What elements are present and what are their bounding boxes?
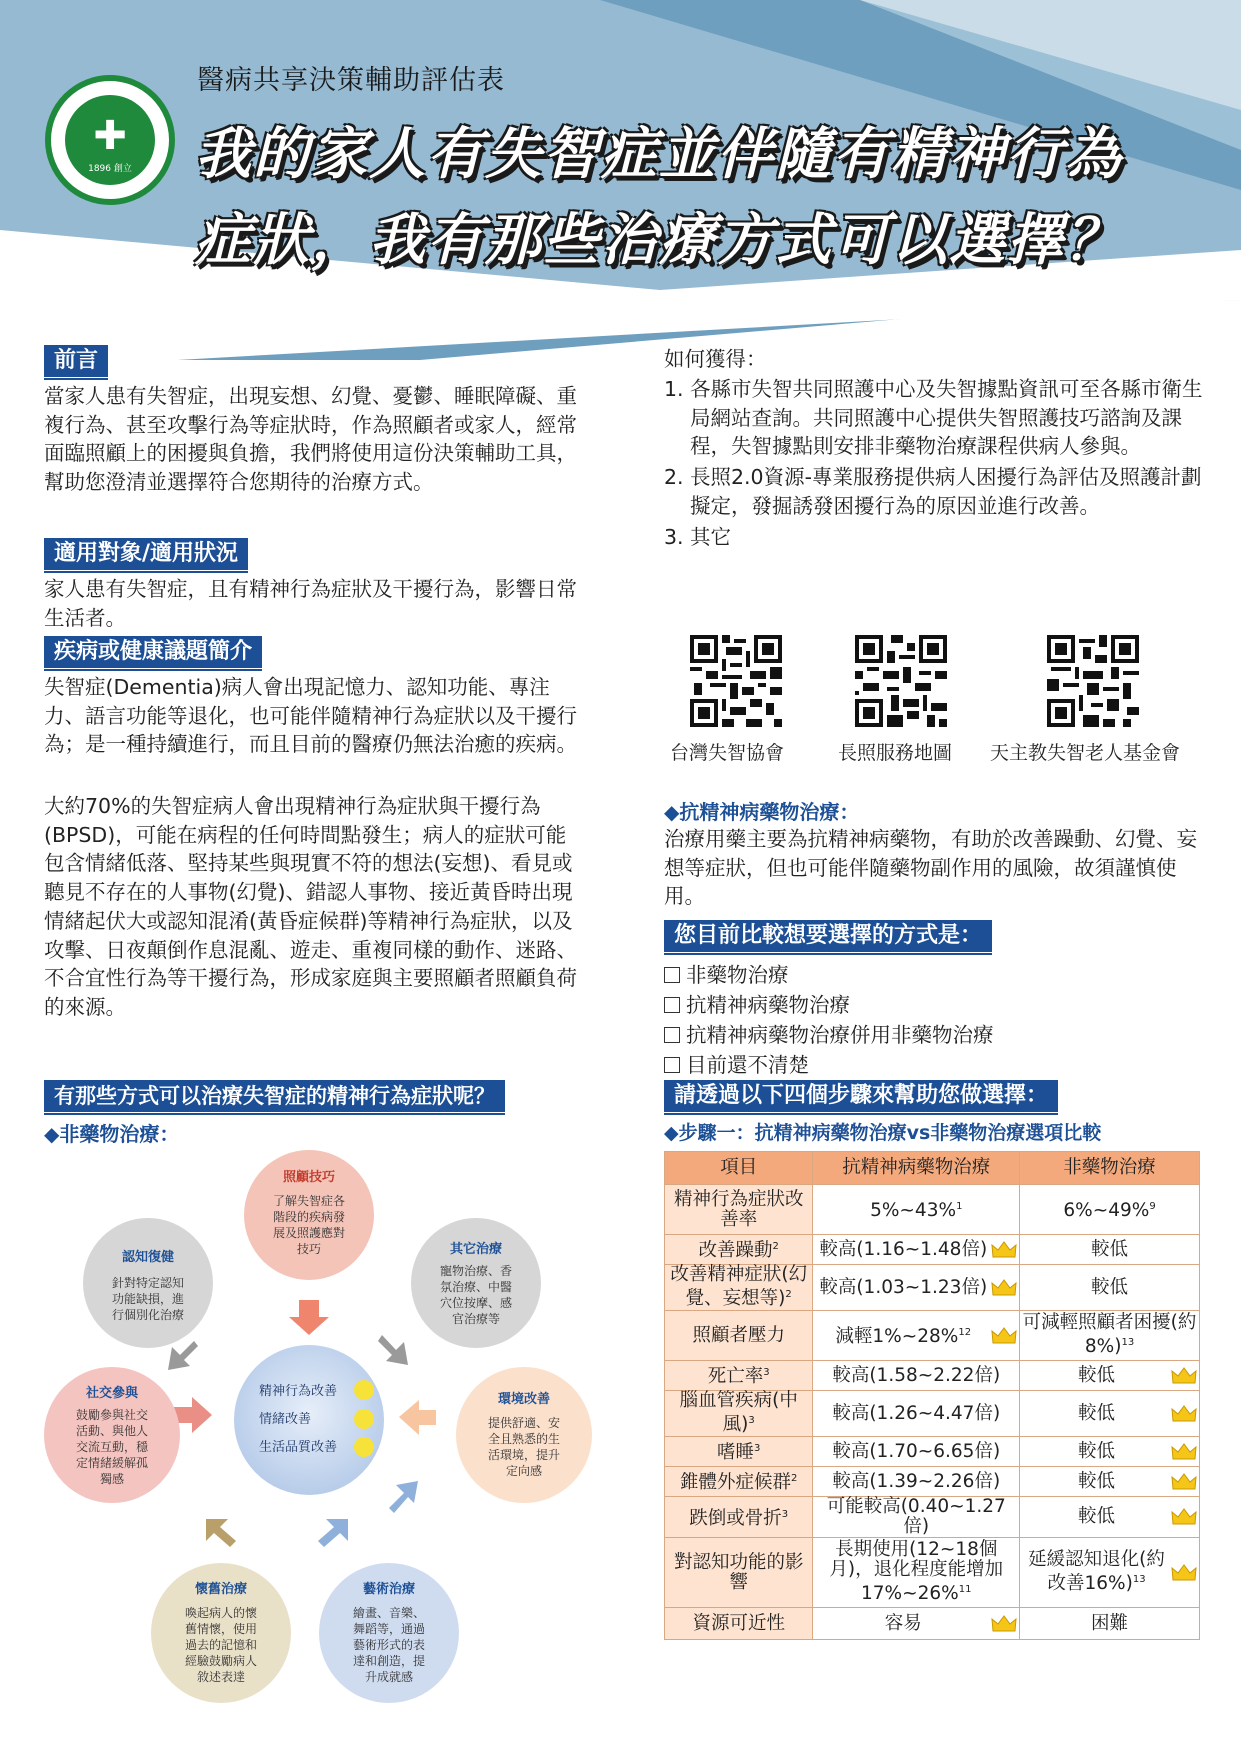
row-item: 對認知功能的影響 — [665, 1538, 813, 1608]
crown-icon — [1171, 1507, 1197, 1527]
row-nonpharm-value: 延緩認知退化(約改善16%)$^{13}$ — [1020, 1538, 1200, 1608]
crown-icon — [991, 1240, 1017, 1260]
row-nonpharm-value: 較低 — [1020, 1235, 1200, 1265]
resource-list — [664, 375, 1204, 551]
disease-text-2: 大約70%的失智症病人會出現精神行為症狀與干擾行為(BPSD)，可能在病程的任何時間點發生；病人的症狀可能包含情緒低落、堅持某些與現實不符的想法(妄想)、看見或聽見不存在的人事物(幻覺)、錯認人事物、接近黃昏時出現情緒起伏大或認知混淆(黃昏症候群)等精神行為症狀，以及攻擊、日夜顛倒作息混亂、遊走、重複同樣的動作、迷路、不合宜性行為等干擾行為，形成家庭與主要照顧者照顧負荷的來源。 — [44, 794, 577, 1019]
methods-heading: 有那些方式可以治療失智症的精神行為症狀呢？ — [44, 1080, 505, 1112]
arrow-upleft — [168, 1341, 198, 1370]
row-item: 資源可近性 — [665, 1608, 813, 1640]
row-nonpharm-value: 6%~49%$^9$ — [1020, 1185, 1200, 1235]
svg-text:活環境，提升: 活環境，提升 — [487, 1448, 561, 1462]
form-subtitle: 醫病共享決策輔助評估表 — [197, 65, 505, 96]
page-title-line2: 症狀，我有那些治療方式可以選擇？ — [195, 208, 1123, 273]
svg-text:全且熟悉的生: 全且熟悉的生 — [487, 1432, 561, 1446]
logo-figure-icon: ✚ — [93, 113, 127, 159]
intro-heading: 前言 — [44, 345, 108, 377]
option-pharm[interactable]: 抗精神病藥物治療 — [664, 988, 850, 1018]
foundation-logo — [45, 75, 175, 205]
qr-code-icon[interactable] — [855, 635, 947, 727]
row-item: 改善躁動$^2$ — [665, 1235, 813, 1265]
row-nonpharm-value: 較低 — [1020, 1467, 1200, 1497]
smile-icon — [354, 1380, 374, 1457]
node-cognitive-rehab — [83, 1218, 213, 1348]
qr-code-icon[interactable] — [1047, 635, 1139, 727]
node-other-therapy — [411, 1218, 541, 1348]
row-nonpharm-value: 困難 — [1020, 1608, 1200, 1640]
row-nonpharm-value: 較低 — [1020, 1391, 1200, 1437]
pharm-text: 治療用藥主要為抗精神病藥物，有助於改善躁動、幻覺、妄想等症狀，但也可能伴隨藥物副作用的風險，故須謹慎使用。 — [664, 827, 1197, 909]
table-header: 非藥物治療 — [1020, 1152, 1200, 1185]
row-pharm-value: 長期使用(12~18個月)，退化程度能增加17%~26%$^{11}$ — [813, 1538, 1020, 1608]
row-item: 死亡率$^3$ — [665, 1361, 813, 1391]
svg-text:過去的記憶和: 過去的記憶和 — [184, 1638, 258, 1652]
option-combined[interactable]: 抗精神病藥物治療併用非藥物治療 — [664, 1018, 994, 1048]
row-pharm-value: 較高(1.03~1.23倍) — [813, 1265, 1020, 1311]
table-row — [665, 1311, 1200, 1361]
center-item-3: 生活品質改善 — [259, 1440, 338, 1455]
row-pharm-value: 5%~43%$^1$ — [813, 1185, 1020, 1235]
node-social — [44, 1367, 180, 1503]
row-nonpharm-value: 較低 — [1020, 1361, 1200, 1391]
row-item: 改善精神症狀(幻覺、妄想等)$^2$ — [665, 1265, 813, 1311]
qr-label-catholic-foundation: 天主教失智老人基金會 — [990, 742, 1181, 764]
row-nonpharm-value: 較低 — [1020, 1437, 1200, 1467]
row-pharm-value: 較高(1.70~6.65倍) — [813, 1437, 1020, 1467]
row-pharm-value: 較高(1.39~2.26倍) — [813, 1467, 1020, 1497]
svg-text:鼓勵參與社交: 鼓勵參與社交 — [75, 1408, 149, 1422]
svg-text:敘述表達: 敘述表達 — [196, 1670, 246, 1684]
svg-text:經驗鼓勵病人: 經驗鼓勵病人 — [184, 1654, 258, 1668]
svg-text:懷舊治療: 懷舊治療 — [194, 1582, 248, 1597]
svg-text:活動、與他人: 活動、與他人 — [75, 1424, 149, 1438]
svg-text:針對特定認知: 針對特定認知 — [111, 1276, 185, 1290]
list-item: 1. 各縣市失智共同照護中心及失智據點資訊可至各縣市衛生局網站查詢。共同照護中心提供失智照護技巧諮詢及課程，失智據點則安排非藥物治療課程供病人參與。 — [664, 377, 1203, 459]
svg-text:認知復健: 認知復健 — [121, 1250, 175, 1265]
crown-icon — [1171, 1472, 1197, 1492]
table-row — [665, 1391, 1200, 1437]
row-item: 錐體外症候群$^2$ — [665, 1467, 813, 1497]
table-row — [665, 1361, 1200, 1391]
svg-text:舊情懷，使用: 舊情懷，使用 — [184, 1622, 258, 1636]
target-text: 家人患有失智症，且有精神行為症狀及干擾行為，影響日常生活者。 — [44, 577, 577, 630]
option-nonpharm[interactable]: 非藥物治療 — [664, 958, 789, 988]
svg-text:舞蹈等，通過: 舞蹈等，通過 — [352, 1622, 426, 1636]
steps-heading: 請透過以下四個步驟來幫助您做選擇： — [664, 1080, 1058, 1112]
nonpharm-diagram — [44, 1145, 604, 1735]
qr-label-ltc-map: 長照服務地圖 — [838, 742, 953, 764]
qr-label-taiwan-dementia: 台灣失智協會 — [670, 742, 785, 764]
svg-text:功能缺損，進: 功能缺損，進 — [111, 1292, 185, 1306]
row-item: 跌倒或骨折$^3$ — [665, 1497, 813, 1538]
svg-text:環境改善: 環境改善 — [497, 1392, 551, 1407]
how-label: 如何獲得： — [664, 347, 767, 371]
table-row — [665, 1235, 1200, 1265]
checkbox[interactable] — [664, 1057, 680, 1073]
svg-text:獨感: 獨感 — [99, 1472, 125, 1486]
row-item: 腦血管疾病(中風)$^3$ — [665, 1391, 813, 1437]
row-pharm-value: 減輕1%~28%$^{12}$ — [813, 1311, 1020, 1361]
page-title-line1: 我的家人有失智症並伴隨有精神行為 — [195, 122, 1123, 187]
row-pharm-value: 較高(1.58~2.22倍) — [813, 1361, 1020, 1391]
svg-text:定情緒緩解孤: 定情緒緩解孤 — [75, 1456, 149, 1470]
svg-text:升成就感: 升成就感 — [364, 1670, 414, 1684]
svg-text:寵物治療、香: 寵物治療、香 — [439, 1264, 513, 1278]
svg-text:藝術治療: 藝術治療 — [362, 1582, 416, 1597]
svg-text:其它治療: 其它治療 — [449, 1242, 503, 1257]
svg-text:了解失智症各: 了解失智症各 — [272, 1194, 346, 1208]
row-nonpharm-value: 較低 — [1020, 1497, 1200, 1538]
arrow-right — [399, 1400, 436, 1435]
svg-text:技巧: 技巧 — [296, 1242, 322, 1256]
row-pharm-value: 容易 — [813, 1608, 1020, 1640]
disease-text-1: 失智症(Dementia)病人會出現記憶力、認知功能、專注力、語言功能等退化，也可能伴隨精神行為症狀以及干擾行為；是一種持續進行，而且目前的醫療仍無法治癒的疾病。 — [44, 675, 577, 757]
node-art-therapy — [319, 1563, 459, 1703]
table-row — [665, 1467, 1200, 1497]
center-item-1: 精神行為改善 — [259, 1384, 338, 1399]
svg-text:展及照護應對: 展及照護應對 — [272, 1226, 346, 1240]
step1-label: ◆步驟一：抗精神病藥物治療vs非藥物治療選項比較 — [664, 1122, 1102, 1144]
row-nonpharm-value: 較低 — [1020, 1265, 1200, 1311]
row-item: 照顧者壓力 — [665, 1311, 813, 1361]
svg-text:社交參與: 社交參與 — [85, 1386, 139, 1401]
crown-icon — [991, 1326, 1017, 1346]
table-header: 抗精神病藥物治療 — [813, 1152, 1020, 1185]
crown-icon — [991, 1614, 1017, 1634]
table-row — [665, 1538, 1200, 1608]
row-pharm-value: 較高(1.26~4.47倍) — [813, 1391, 1020, 1437]
svg-text:氛治療、中醫: 氛治療、中醫 — [439, 1280, 513, 1294]
crown-icon — [1171, 1442, 1197, 1462]
row-item: 嗜睡$^3$ — [665, 1437, 813, 1467]
choice-heading: 您目前比較想要選擇的方式是： — [664, 920, 992, 952]
qr-code-icon[interactable] — [690, 635, 782, 727]
node-care-skills — [244, 1150, 374, 1280]
nonpharm-label: ◆非藥物治療： — [44, 1122, 180, 1146]
center-item-2: 情緒改善 — [259, 1412, 312, 1427]
svg-text:階段的疾病發: 階段的疾病發 — [272, 1210, 346, 1224]
crown-icon — [1171, 1563, 1197, 1583]
svg-text:行個別化治療: 行個別化治療 — [111, 1308, 185, 1322]
svg-text:提供舒適、安: 提供舒適、安 — [487, 1416, 561, 1430]
svg-text:藝術形式的表: 藝術形式的表 — [352, 1638, 426, 1652]
arrow-lowright — [389, 1481, 418, 1513]
svg-text:官治療等: 官治療等 — [451, 1312, 501, 1326]
arrow-top — [289, 1300, 329, 1335]
comparison-table — [664, 1151, 1200, 1640]
target-heading: 適用對象/適用狀況 — [44, 538, 248, 570]
list-item: 3. 其它 — [664, 524, 731, 549]
svg-text:照顧技巧: 照顧技巧 — [282, 1170, 336, 1185]
checkbox[interactable] — [664, 967, 680, 983]
table-row — [665, 1608, 1200, 1640]
table-row — [665, 1185, 1200, 1235]
node-reminiscence — [151, 1563, 291, 1703]
svg-text:繪畫、音樂、: 繪畫、音樂、 — [352, 1606, 426, 1620]
svg-text:穴位按摩、感: 穴位按摩、感 — [439, 1296, 513, 1310]
logo-year: 1896 創立 — [88, 164, 132, 174]
row-nonpharm-value: 可減輕照顧者困擾(約8%)$^{13}$ — [1020, 1311, 1200, 1361]
table-row — [665, 1437, 1200, 1467]
crown-icon — [1171, 1366, 1197, 1386]
arrow-bottomright — [318, 1519, 348, 1547]
svg-text:喚起病人的懷: 喚起病人的懷 — [184, 1606, 258, 1620]
checkbox[interactable] — [664, 1027, 680, 1043]
svg-text:定向感: 定向感 — [505, 1464, 543, 1478]
row-item: 精神行為症狀改善率 — [665, 1185, 813, 1235]
disease-heading: 疾病或健康議題簡介 — [44, 636, 262, 668]
option-unsure[interactable]: 目前還不清楚 — [664, 1048, 809, 1078]
list-item: 2. 長照2.0資源-專業服務提供病人困擾行為評估及照護計劃擬定，發掘誘發困擾行為的原因並進行改善。 — [664, 465, 1202, 518]
arrow-bottomleft — [206, 1519, 236, 1547]
row-pharm-value: 較高(1.16~1.48倍) — [813, 1235, 1020, 1265]
table-row — [665, 1265, 1200, 1311]
pharm-label: ◆抗精神病藥物治療： — [664, 800, 860, 824]
intro-text: 當家人患有失智症，出現妄想、幻覺、憂鬱、睡眠障礙、重複行為、甚至攻擊行為等症狀時，作為照顧者或家人，經常面臨照顧上的困擾與負擔，我們將使用這份決策輔助工具，幫助您澄清並選擇符合您期待的治療方式。 — [44, 384, 577, 495]
svg-text:交流互動，穩: 交流互動，穩 — [75, 1440, 149, 1454]
table-row — [665, 1497, 1200, 1538]
crown-icon — [1171, 1404, 1197, 1424]
table-header: 項目 — [665, 1152, 813, 1185]
checkbox[interactable] — [664, 997, 680, 1013]
arrow-upright — [378, 1335, 408, 1365]
svg-text:達和創造，提: 達和創造，提 — [352, 1654, 426, 1668]
arrow-left — [174, 1397, 212, 1433]
row-pharm-value: 可能較高(0.40~1.27倍) — [813, 1497, 1020, 1538]
node-environment — [456, 1367, 592, 1503]
crown-icon — [991, 1278, 1017, 1298]
